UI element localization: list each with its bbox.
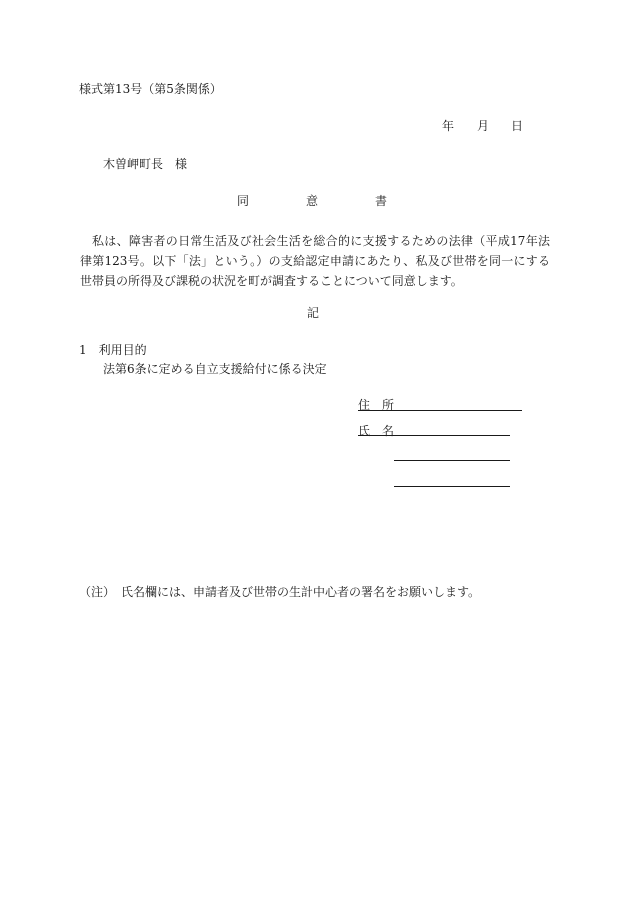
address-underline xyxy=(358,410,522,411)
name-label: 氏 名 xyxy=(358,424,395,438)
consent-paragraph: 私は、障害者の日常生活及び社会生活を総合的に支援するための法律（平成17年法律第123号。以下「法」という。）の支給認定申請にあたり、私及び世帯を同一にする世帯員の所得及び課税の状況を町が調査することについて同意します。 xyxy=(80,234,550,288)
signature-underline-3 xyxy=(394,486,510,487)
addressee: 木曽岬町長 様 xyxy=(103,157,188,171)
footnote: （注） 氏名欄には、申請者及び世帯の生計中心者の署名をお願いします。 xyxy=(79,585,481,599)
section-heading: 1 利用目的 xyxy=(79,343,147,357)
date-year-label: 年 xyxy=(442,119,455,133)
document-title-char-1: 同 xyxy=(237,194,250,208)
form-number: 様式第13号（第5条関係） xyxy=(79,82,222,96)
address-label: 住 所 xyxy=(358,398,395,412)
ki-heading: 記 xyxy=(307,306,320,320)
document-title-char-2: 意 xyxy=(306,194,319,208)
document-title-char-3: 書 xyxy=(375,194,388,208)
date-month-label: 月 xyxy=(477,119,490,133)
date-day-label: 日 xyxy=(511,119,524,133)
signature-underline-2 xyxy=(394,460,510,461)
name-underline xyxy=(358,435,510,436)
section-content: 法第6条に定める自立支援給付に係る決定 xyxy=(103,362,327,376)
